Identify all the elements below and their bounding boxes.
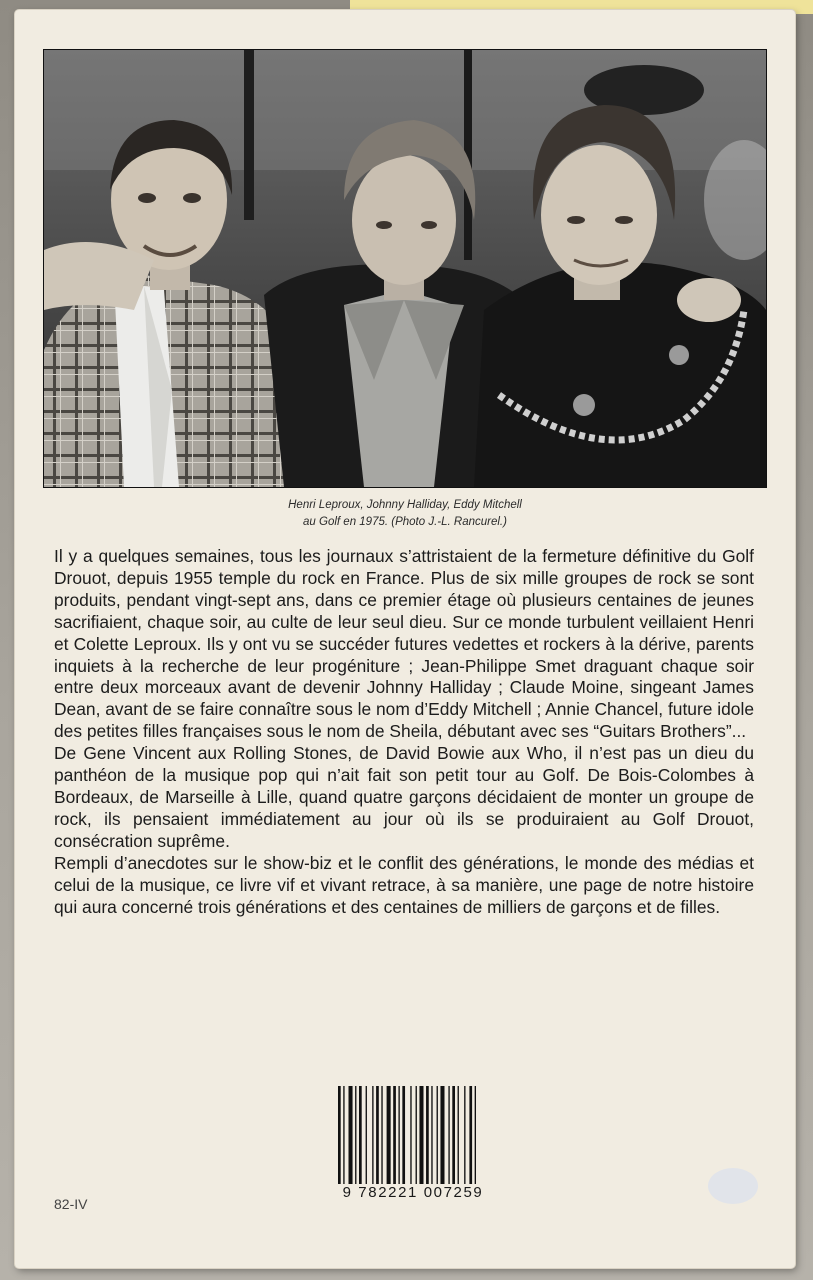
blurb-text [54,546,754,918]
catalog-code: 82-IV [54,1196,88,1212]
barcode-bar [349,1086,353,1184]
barcode-bar [372,1086,373,1184]
photo-caption [44,497,766,531]
photo-illustration [44,50,766,487]
cover-photo [44,50,766,487]
isbn-number: 9 782221 007259 [320,1184,506,1201]
barcode-bar [437,1086,438,1184]
barcode-bar [419,1086,423,1184]
sticker-residue [708,1168,758,1204]
barcode-bar [359,1086,362,1184]
barcode-bar [440,1086,444,1184]
blurb-paragraph-3: Rempli d’anecdotes sur le show-biz et le conflit des générations, le monde des médias et celui de la musique, ce livre vif et vivant retrace, à sa manière, une page de notre histoire qui aura concerné trois générations et des centaines de milliers de garçons et de filles. [54,852,754,917]
barcode-bar [398,1086,399,1184]
barcode-bar [338,1086,341,1194]
barcode-bar [393,1086,396,1184]
barcode-bar [366,1086,367,1184]
barcode-bar [402,1086,405,1184]
blurb-paragraph-1: Il y a quelques semaines, tous les journaux s’attristaient de la fermeture définitive du Golf Drouot, depuis 1955 temple du rock en France. Plus de six mille groupes de rock se sont produits, pendant vingt-sept ans, dans ce premier étage où plusieurs centaines de jeunes sacrifiaient, chaque soir, au culte de leur seul dieu. Sur ce monde turbulent veillaient Henri et Colette Leproux. Ils y ont vu se succéder futures vedettes et rockers à la dérive, parents inquiets à la recherche de leur progéniture ; Jean-Philippe Smet draguant chaque soir entre deux morceaux avant de devenir Johnny Halliday ; Claude Moine, singeant James Dean, avant de se faire connaître sous le nom d’Eddy Mitchell ; Annie Chancel, future idole des petites filles françaises sous le nom de Sheila, débutant avec ses “Guitars Brothers”... [54,546,754,742]
barcode-bar [431,1086,432,1184]
barcode-bar [381,1086,382,1184]
barcode-bar [343,1086,344,1184]
barcode-bar [448,1086,449,1184]
barcode-bar [458,1086,459,1184]
barcode-bar [416,1086,417,1184]
barcode [336,1086,498,1194]
barcode-bar [376,1086,379,1184]
caption-line-1: Henri Leproux, Johnny Halliday, Eddy Mitchell [288,499,522,511]
barcode-bars [338,1086,476,1194]
barcode-bar [452,1086,455,1184]
barcode-bar [426,1086,429,1184]
barcode-bar [475,1086,476,1194]
blurb-paragraph-2: De Gene Vincent aux Rolling Stones, de David Bowie aux Who, il n’est pas un dieu du panthéon de la musique pop qui n’ait fait son petit tour au Golf. De Bois-Colombes à Bordeaux, de Marseille à Lille, quand quatre garçons décidaient de monter un groupe de rock, ils pensaient immédiatement au jour où ils se produiraient au Golf Drouot, consécration suprême. [54,743,754,851]
barcode-bar [469,1086,472,1184]
barcode-bar [410,1086,411,1194]
barcode-bar [464,1086,465,1184]
barcode-bar [387,1086,391,1184]
caption-line-2: au Golf en 1975. (Photo J.-L. Rancurel.) [303,516,507,528]
barcode-bar [355,1086,356,1184]
